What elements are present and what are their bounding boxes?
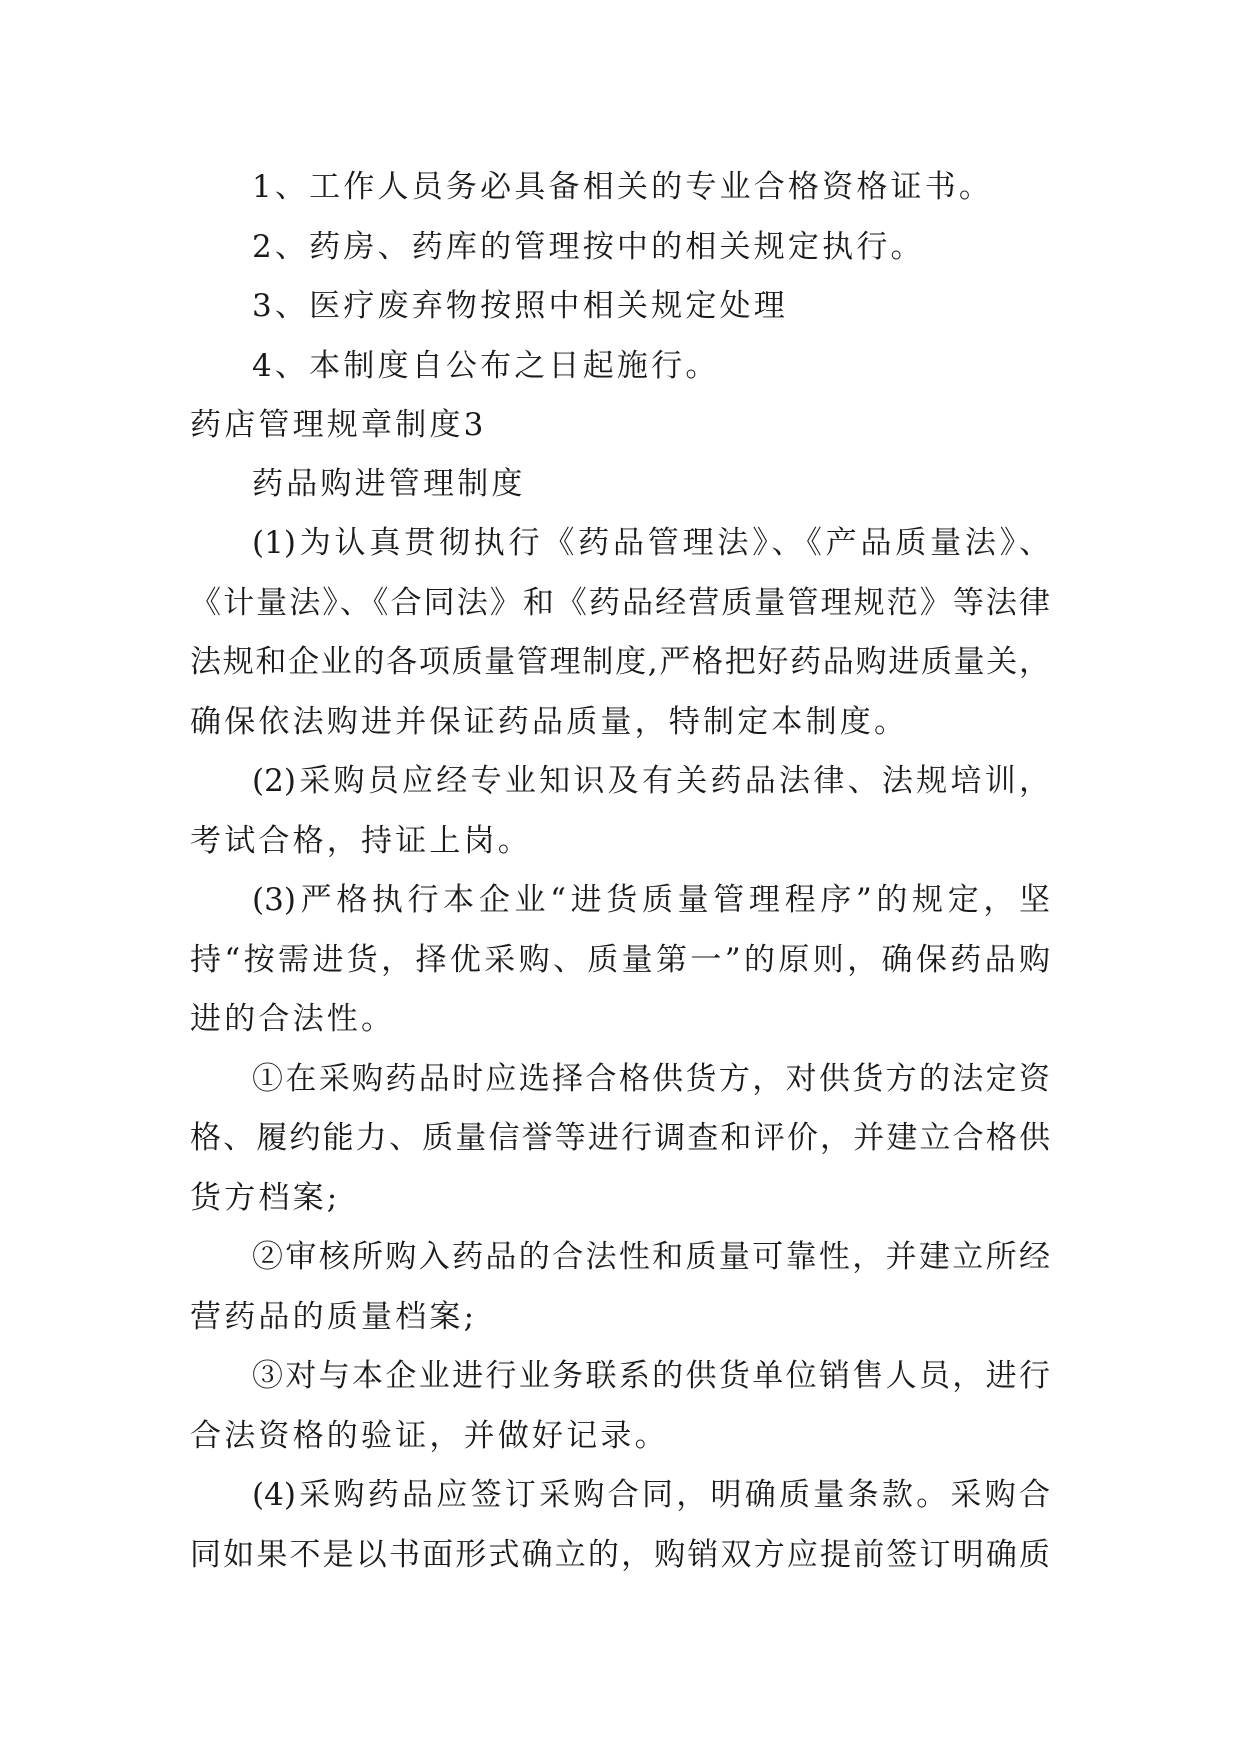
paragraph-line: ③对与本企业进行业务联系的供货单位销售人员，进行 <box>252 1358 1050 1394</box>
paragraph-line: 同如果不是以书面形式确立的，购销双方应提前签订明确质 <box>190 1537 1050 1573</box>
list-item-4: 4、本制度自公布之日起施行。 <box>252 348 720 384</box>
paragraph-line: 考试合格，持证上岗。 <box>190 823 532 859</box>
paragraph-line: 格、履约能力、质量信誉等进行调查和评价，并建立合格供 <box>190 1120 1050 1156</box>
paragraph-line: (4)采购药品应签订采购合同，明确质量条款。采购合 <box>252 1477 1050 1513</box>
paragraph-line: 营药品的质量档案; <box>190 1299 478 1335</box>
paragraph-line: (3)严格执行本企业“进货质量管理程序”的规定，坚 <box>252 882 1050 918</box>
paragraph-line: 合法资格的验证，并做好记录。 <box>190 1418 669 1454</box>
paragraph-line: 法规和企业的各项质量管理制度,严格把好药品购进质量关， <box>190 644 1050 680</box>
paragraph-line: (2)采购员应经专业知识及有关药品法律、法规培训， <box>252 763 1050 799</box>
section-heading: 药店管理规章制度3 <box>190 407 487 443</box>
paragraph-line: 《计量法》、《合同法》和《药品经营质量管理规范》等法律 <box>190 585 1050 621</box>
list-item-2: 2、药房、药库的管理按中的相关规定执行。 <box>252 229 925 265</box>
paragraph-line: 确保依法购进并保证药品质量，特制定本制度。 <box>190 704 909 740</box>
list-item-1: 1、工作人员务必具备相关的专业合格资格证书。 <box>252 169 994 205</box>
subsection-title: 药品购进管理制度 <box>252 466 526 502</box>
paragraph-line: (1)为认真贯彻执行《药品管理法》、《产品质量法》、 <box>252 525 1050 561</box>
paragraph-line: ②审核所购入药品的合法性和质量可靠性，并建立所经 <box>252 1239 1050 1275</box>
paragraph-line: 进的合法性。 <box>190 1001 396 1037</box>
list-item-3: 3、医疗废弃物按照中相关规定处理 <box>252 288 788 324</box>
paragraph-line: ①在采购药品时应选择合格供货方，对供货方的法定资 <box>252 1061 1050 1097</box>
paragraph-line: 持“按需进货，择优采购、质量第一”的原则，确保药品购 <box>190 942 1050 978</box>
paragraph-line: 货方档案; <box>190 1180 341 1216</box>
